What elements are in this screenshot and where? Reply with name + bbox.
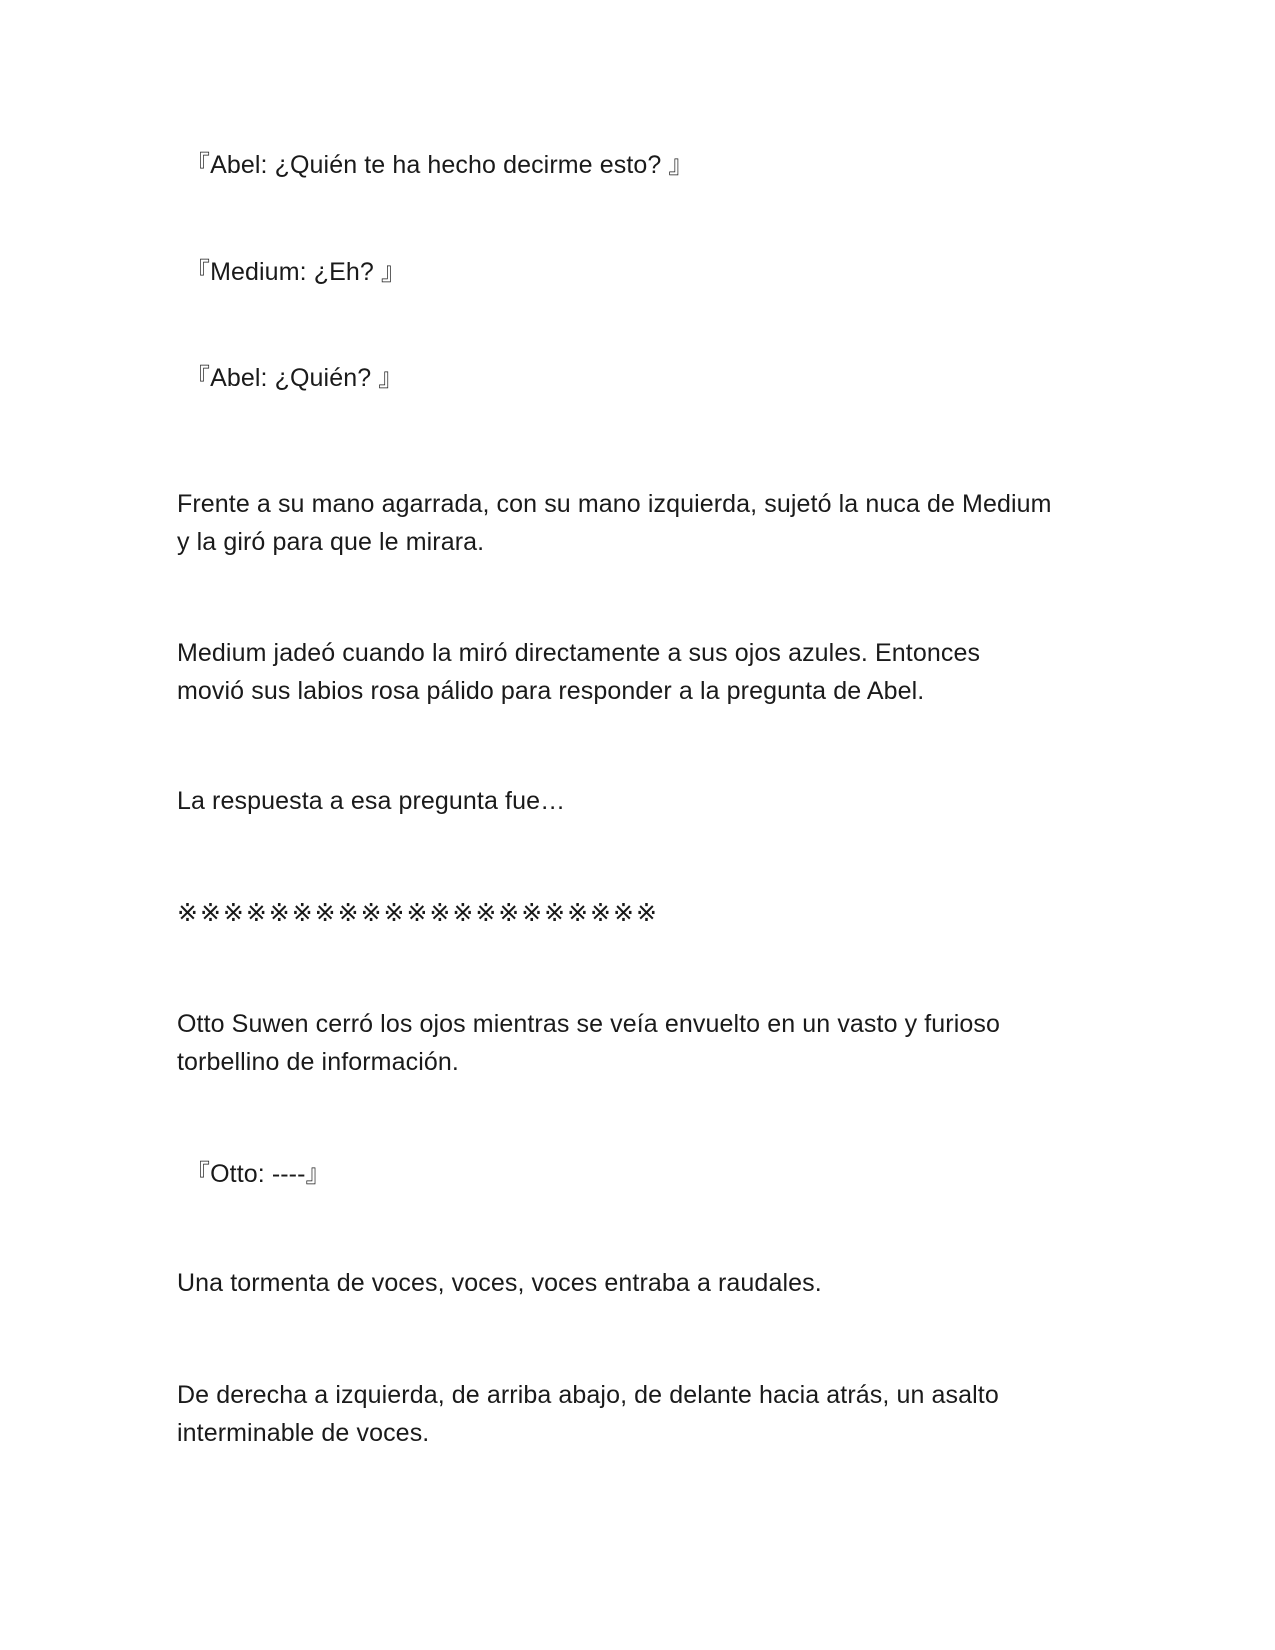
narration-paragraph-5: [177, 1264, 1097, 1302]
dialogue-medium-1: [185, 253, 1105, 291]
text-line: movió sus labios rosa pálido para responder a la pregunta de Abel.: [177, 677, 925, 705]
text-line: y la giró para que le mirara.: [177, 528, 485, 556]
narration-paragraph-6: [177, 1376, 1097, 1452]
text-line: Frente a su mano agarrada, con su mano izquierda, sujetó la nuca de Medium: [177, 490, 1052, 518]
text-line: interminable de voces.: [177, 1419, 430, 1447]
text-line: La respuesta a esa pregunta fue…: [177, 787, 566, 815]
text-line: Una tormenta de voces, voces, voces entraba a raudales.: [177, 1269, 822, 1297]
dialogue-otto-1: [185, 1155, 1105, 1193]
scene-separator: [177, 894, 1097, 932]
dialogue-abel-2: [185, 359, 1105, 397]
narration-paragraph-1: [177, 485, 1097, 561]
text-line: 『Medium: ¿Eh? 』: [185, 258, 407, 286]
narration-paragraph-4: [177, 1005, 1097, 1081]
narration-paragraph-2: [177, 634, 1097, 710]
narration-paragraph-3: [177, 782, 1097, 820]
text-line: Otto Suwen cerró los ojos mientras se veía envuelto en un vasto y furioso: [177, 1010, 1000, 1038]
text-line: Medium jadeó cuando la miró directamente a sus ojos azules. Entonces: [177, 639, 981, 667]
text-line: 『Abel: ¿Quién te ha hecho decirme esto? 』: [185, 151, 694, 179]
text-line: De derecha a izquierda, de arriba abajo, de delante hacia atrás, un asalto: [177, 1381, 999, 1409]
text-line: 『Abel: ¿Quién? 』: [185, 364, 404, 392]
text-line: 『Otto: ----』: [185, 1160, 331, 1188]
separator-line: ※※※※※※※※※※※※※※※※※※※※※: [177, 898, 659, 927]
text-line: torbellino de información.: [177, 1048, 459, 1076]
dialogue-abel-1: [185, 146, 1105, 184]
